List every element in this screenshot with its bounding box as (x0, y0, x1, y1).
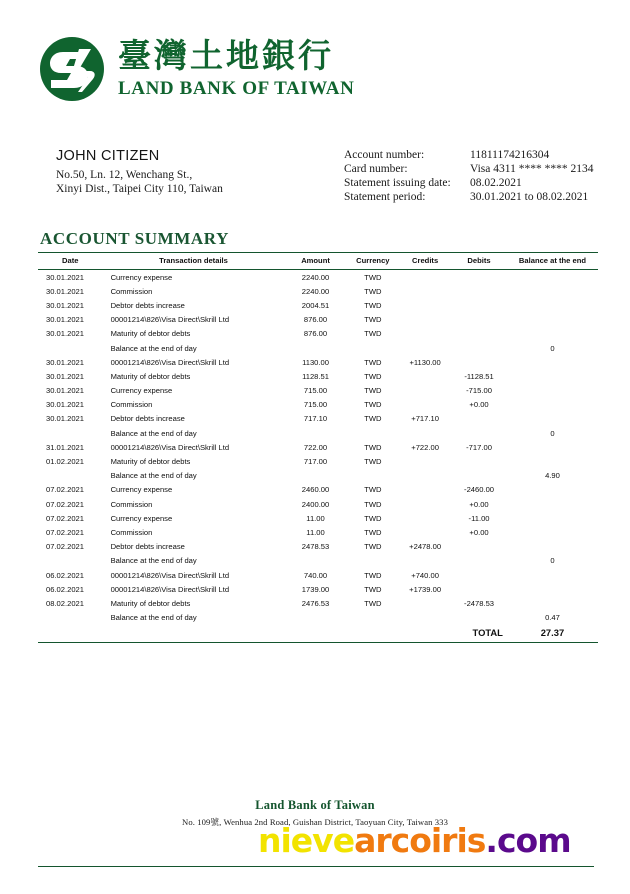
cell-credits (399, 483, 451, 497)
statement-period-row (344, 190, 604, 204)
cell-date: 30.01.2021 (46, 414, 85, 424)
account-meta-block (344, 148, 604, 204)
cell-amount: 740.00 (303, 570, 328, 580)
land-bank-of-taiwan-logo-icon (38, 35, 106, 103)
cell-amount (284, 611, 346, 625)
cell-currency: TWD (364, 499, 382, 509)
cell-amount: 2478.53 (301, 542, 330, 552)
cell-balance (507, 313, 598, 327)
cell-date: 06.02.2021 (46, 584, 85, 594)
cell-debits (451, 298, 507, 312)
cell-balance (507, 270, 598, 285)
statement-period-value: 30.01.2021 to 08.02.2021 (470, 191, 589, 203)
column-header-date: Date (38, 253, 103, 270)
cell-amount: 717.00 (303, 457, 328, 467)
table-row (38, 454, 598, 468)
cell-currency: TWD (364, 400, 382, 410)
cell-transaction-details: Debtor debts increase (110, 542, 185, 552)
cell-debits: +0.00 (469, 527, 489, 537)
cell-debits (451, 568, 507, 582)
footer-bank-name: Land Bank of Taiwan (255, 798, 375, 812)
cell-currency (347, 554, 399, 568)
bank-wordmark (118, 34, 354, 100)
cell-balance (507, 596, 598, 610)
watermark-part-1: nieve (258, 821, 355, 860)
cell-currency: TWD (364, 329, 382, 339)
cell-date: 07.02.2021 (46, 485, 85, 495)
cell-balance (507, 384, 598, 398)
cell-currency: TWD (364, 386, 382, 396)
cell-balance (507, 298, 598, 312)
cell-credits (399, 497, 451, 511)
transactions-table (38, 252, 598, 641)
cell-transaction-details: Maturity of debtor debts (110, 598, 191, 608)
cell-balance: 0 (550, 556, 555, 566)
cell-currency: TWD (364, 371, 382, 381)
table-row (38, 355, 598, 369)
balance-row (38, 611, 598, 625)
cell-currency: TWD (364, 442, 382, 452)
total-spacer-cell (38, 625, 103, 641)
cell-credits (399, 327, 451, 341)
account-number-value: 11811174216304 (470, 149, 550, 161)
cell-transaction-details: Debtor debts increase (110, 300, 185, 310)
cell-transaction-details: Currency expense (110, 513, 173, 523)
cell-credits (399, 341, 451, 355)
cell-transaction-details: 00001214\826\Visa Direct\Skrill Ltd (110, 570, 230, 580)
cell-date: 01.02.2021 (46, 457, 85, 467)
table-row (38, 440, 598, 454)
cell-amount: 715.00 (303, 386, 328, 396)
cell-balance (507, 284, 598, 298)
table-row (38, 568, 598, 582)
cell-credits (399, 398, 451, 412)
cell-amount: 2240.00 (301, 286, 330, 296)
cell-balance (507, 540, 598, 554)
cell-currency (347, 611, 399, 625)
cell-transaction-details: Balance at the end of day (110, 343, 197, 353)
table-row (38, 313, 598, 327)
cell-transaction-details: 00001214\826\Visa Direct\Skrill Ltd (110, 315, 230, 325)
cell-amount: 1130.00 (302, 357, 329, 367)
cell-amount: 11.00 (306, 513, 325, 523)
column-header-transaction-details: Transaction details (103, 253, 285, 270)
cell-balance (507, 483, 598, 497)
cell-amount: 2400.00 (301, 499, 330, 509)
cell-credits: +1739.00 (409, 584, 442, 594)
cell-transaction-details: Commission (110, 400, 153, 410)
cell-date: 07.02.2021 (46, 499, 85, 509)
cell-currency: TWD (364, 315, 382, 325)
cell-date: 30.01.2021 (46, 357, 85, 367)
cell-credits (399, 426, 451, 440)
cell-debits (451, 270, 507, 285)
cell-debits (451, 313, 507, 327)
cell-balance (507, 398, 598, 412)
cell-date (38, 341, 103, 355)
cell-date: 30.01.2021 (46, 371, 85, 381)
cell-credits (399, 454, 451, 468)
table-bottom-divider (38, 642, 598, 643)
cell-credits: +1130.00 (409, 357, 441, 367)
cell-amount (284, 426, 346, 440)
column-header-currency: Currency (347, 253, 399, 270)
cell-date (38, 611, 103, 625)
cell-balance: 0 (550, 428, 555, 438)
cell-credits (399, 284, 451, 298)
table-body (38, 270, 598, 641)
cell-balance (507, 525, 598, 539)
column-header-debits: Debits (451, 253, 507, 270)
cell-transaction-details: 00001214\826\Visa Direct\Skrill Ltd (110, 584, 230, 594)
cell-debits: -11.00 (468, 513, 490, 523)
balance-row (38, 341, 598, 355)
cell-credits (399, 298, 451, 312)
cell-debits (451, 426, 507, 440)
footer-bank-address: No. 109號, Wenhua 2nd Road, Guishan District, Taoyuan City, Taiwan 333 (182, 817, 448, 827)
cell-debits (451, 355, 507, 369)
card-number-row (344, 162, 604, 176)
account-number-label: Account number: (344, 149, 425, 161)
cell-amount: 715.00 (303, 400, 328, 410)
cell-credits (399, 525, 451, 539)
table-row (38, 398, 598, 412)
cell-currency: TWD (364, 457, 382, 467)
cell-date: 30.01.2021 (46, 400, 85, 410)
cell-transaction-details: Commission (110, 286, 153, 296)
cell-debits (451, 341, 507, 355)
cell-date: 30.01.2021 (46, 386, 85, 396)
cell-transaction-details: Balance at the end of day (110, 556, 197, 566)
cell-date: 30.01.2021 (46, 286, 85, 296)
table-header (38, 253, 598, 270)
cell-debits: -2478.53 (464, 598, 495, 608)
cell-currency: TWD (364, 584, 382, 594)
total-label: TOTAL (472, 627, 503, 639)
cell-transaction-details: Currency expense (110, 386, 173, 396)
cell-transaction-details: Commission (110, 527, 153, 537)
cell-balance (507, 355, 598, 369)
cell-balance (507, 497, 598, 511)
cell-transaction-details: Commission (110, 499, 153, 509)
cell-transaction-details: Currency expense (110, 272, 173, 282)
cell-amount: 2460.00 (301, 485, 330, 495)
card-number-label: Card number: (344, 163, 408, 175)
column-header-balance-at-the-end: Balance at the end (507, 253, 598, 270)
table-row (38, 582, 598, 596)
total-spacer-cell (347, 625, 399, 641)
issuing-date-label: Statement issuing date: (344, 177, 451, 189)
bank-name-english: LAND BANK OF TAIWAN (118, 78, 355, 99)
cell-currency: TWD (364, 300, 382, 310)
table-row (38, 412, 598, 426)
cell-amount: 722.00 (303, 442, 328, 452)
cell-amount: 2240.00 (301, 272, 330, 282)
watermark-part-2: arcoiris (354, 821, 486, 860)
cell-credits (399, 511, 451, 525)
cell-date (38, 426, 103, 440)
table-row (38, 384, 598, 398)
total-spacer-cell (284, 625, 346, 641)
table-row (38, 270, 598, 285)
cell-amount (284, 554, 346, 568)
cell-balance: 4.90 (545, 471, 560, 481)
cell-debits: -2460.00 (464, 485, 495, 495)
cell-date: 06.02.2021 (46, 570, 85, 580)
cell-amount: 1739.00 (301, 584, 330, 594)
cell-credits: +2478.00 (409, 542, 442, 552)
cell-transaction-details: Balance at the end of day (110, 613, 197, 623)
cell-date: 30.01.2021 (46, 315, 85, 325)
cell-transaction-details: Currency expense (110, 485, 173, 495)
page-title: ACCOUNT SUMMARY (40, 229, 229, 248)
watermark-part-3: .com (485, 821, 571, 860)
cell-debits (451, 540, 507, 554)
cell-debits: +0.00 (469, 499, 489, 509)
cell-balance (507, 369, 598, 383)
cell-currency: TWD (364, 513, 382, 523)
total-spacer-cell (103, 625, 285, 641)
cell-debits: -1128.51 (464, 371, 494, 381)
table-header-row (38, 253, 598, 270)
customer-address-line-1: No.50, Ln. 12, Wenchang St., (56, 169, 193, 181)
cell-transaction-details: Balance at the end of day (110, 428, 197, 438)
cell-credits (399, 384, 451, 398)
cell-credits (399, 270, 451, 285)
cell-credits (399, 313, 451, 327)
watermark-nievearcoiris (258, 821, 571, 860)
cell-debits (451, 611, 507, 625)
cell-debits: +0.00 (469, 400, 489, 410)
cell-currency: TWD (364, 527, 382, 537)
table-row (38, 369, 598, 383)
cell-credits: +722.00 (411, 442, 439, 452)
cell-transaction-details: Maturity of debtor debts (110, 329, 191, 339)
cell-credits (399, 596, 451, 610)
cell-credits: +717.10 (411, 414, 439, 424)
cell-currency: TWD (364, 598, 382, 608)
account-number-row (344, 148, 604, 162)
table-row (38, 511, 598, 525)
cell-balance (507, 454, 598, 468)
cell-currency: TWD (364, 570, 382, 580)
cell-currency: TWD (364, 286, 382, 296)
cell-balance (507, 511, 598, 525)
table-row (38, 596, 598, 610)
cell-amount: 717.10 (303, 414, 328, 424)
balance-row (38, 469, 598, 483)
table-row (38, 497, 598, 511)
cell-balance: 0.47 (545, 613, 560, 623)
cell-amount: 2476.53 (301, 598, 330, 608)
cell-date: 30.01.2021 (46, 300, 85, 310)
cell-transaction-details: Maturity of debtor debts (110, 371, 191, 381)
cell-amount: 11.00 (306, 527, 325, 537)
cell-debits (451, 412, 507, 426)
cell-debits (451, 284, 507, 298)
cell-currency: TWD (364, 272, 382, 282)
cell-amount (284, 469, 346, 483)
cell-date (38, 469, 103, 483)
cell-balance: 0 (550, 343, 555, 353)
cell-currency (347, 469, 399, 483)
cell-debits (451, 454, 507, 468)
statement-period-label: Statement period: (344, 191, 426, 203)
cell-currency: TWD (364, 542, 382, 552)
cell-balance (507, 440, 598, 454)
cell-credits (399, 554, 451, 568)
cell-balance (507, 582, 598, 596)
table-row (38, 540, 598, 554)
total-value: 27.37 (540, 627, 565, 639)
total-spacer-cell (399, 625, 451, 641)
footer-divider (38, 866, 594, 867)
cell-credits (399, 369, 451, 383)
cell-transaction-details: Maturity of debtor debts (110, 457, 191, 467)
customer-block (56, 148, 326, 196)
total-row (38, 625, 598, 641)
bank-header (38, 34, 354, 103)
customer-address-line-2: Xinyi Dist., Taipei City 110, Taiwan (56, 182, 223, 195)
cell-balance (507, 412, 598, 426)
cell-amount: 1128.51 (302, 371, 329, 381)
column-header-credits: Credits (399, 253, 451, 270)
cell-date: 31.01.2021 (46, 442, 85, 452)
cell-balance (507, 568, 598, 582)
cell-currency: TWD (364, 357, 382, 367)
cell-credits (399, 611, 451, 625)
cell-debits: -717.00 (466, 442, 492, 452)
cell-amount: 876.00 (303, 329, 328, 339)
cell-debits (451, 327, 507, 341)
cell-date: 08.02.2021 (46, 598, 85, 608)
cell-debits (451, 582, 507, 596)
cell-transaction-details: Debtor debts increase (110, 414, 185, 424)
bank-name-chinese: 臺灣土地銀行 (118, 36, 334, 75)
cell-debits (451, 469, 507, 483)
table-row (38, 327, 598, 341)
table-row (38, 284, 598, 298)
cell-date: 30.01.2021 (46, 329, 85, 339)
cell-date: 07.02.2021 (46, 542, 85, 552)
cell-transaction-details: 00001214\826\Visa Direct\Skrill Ltd (110, 442, 230, 452)
cell-date: 30.01.2021 (46, 272, 85, 282)
transactions-table-wrap (38, 252, 598, 641)
cell-date: 07.02.2021 (46, 513, 85, 523)
cell-debits (451, 554, 507, 568)
balance-row (38, 426, 598, 440)
cell-currency (347, 426, 399, 440)
customer-name: JOHN CITIZEN (56, 148, 160, 164)
cell-currency: TWD (364, 485, 382, 495)
card-number-value: Visa 4311 **** **** 2134 (470, 163, 594, 175)
cell-currency (347, 341, 399, 355)
table-row (38, 525, 598, 539)
cell-credits: +740.00 (411, 570, 439, 580)
cell-transaction-details: Balance at the end of day (110, 471, 197, 481)
cell-date: 07.02.2021 (46, 527, 85, 537)
table-row (38, 483, 598, 497)
cell-transaction-details: 00001214\826\Visa Direct\Skrill Ltd (110, 357, 230, 367)
cell-amount (284, 341, 346, 355)
cell-credits (399, 469, 451, 483)
cell-debits: -715.00 (466, 386, 492, 396)
issuing-date-row (344, 176, 604, 190)
balance-row (38, 554, 598, 568)
cell-balance (507, 327, 598, 341)
cell-amount: 2004.51 (301, 300, 330, 310)
issuing-date-value: 08.02.2021 (470, 177, 522, 189)
column-header-amount: Amount (284, 253, 346, 270)
table-row (38, 298, 598, 312)
cell-currency: TWD (364, 414, 382, 424)
cell-amount: 876.00 (303, 315, 328, 325)
cell-date (38, 554, 103, 568)
